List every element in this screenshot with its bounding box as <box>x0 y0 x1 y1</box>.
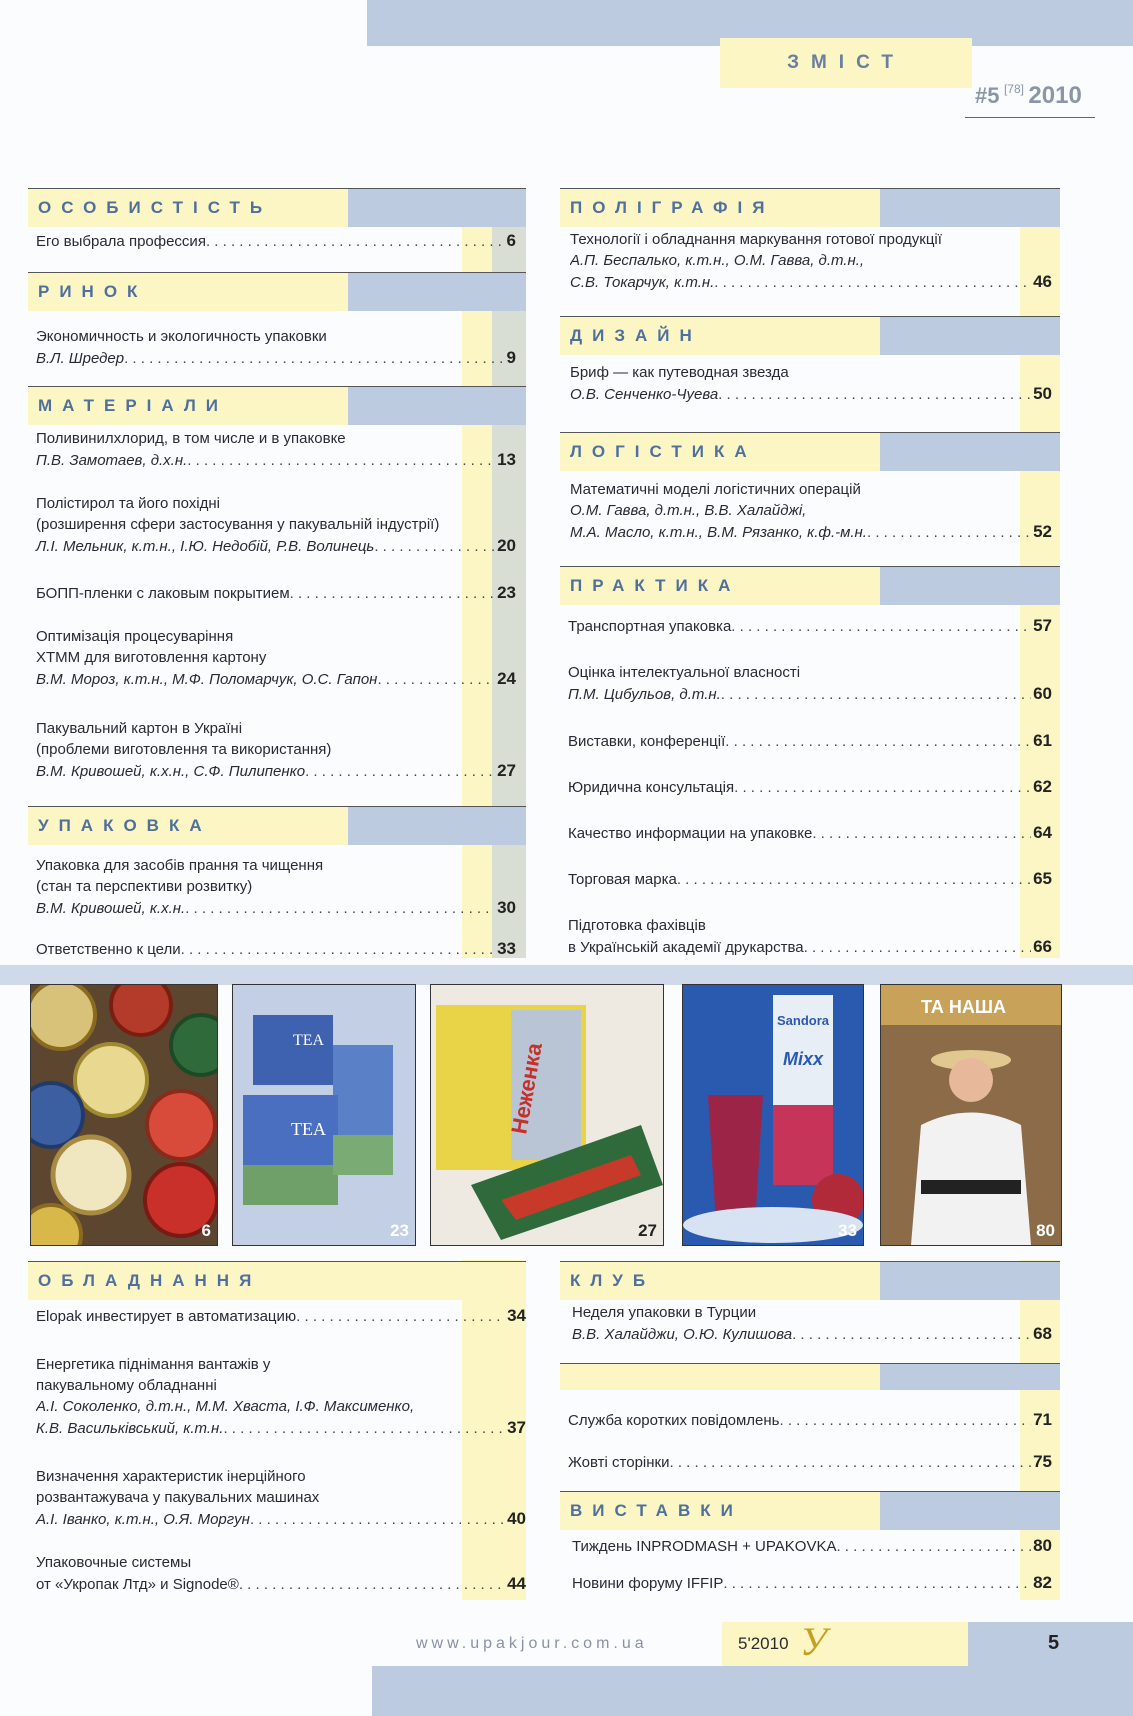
entry-title-cont: от «Укропак Лтд» и Signode® <box>36 1576 239 1593</box>
entry-title: Оцінка інтелектуальної власності <box>568 664 801 681</box>
issue-year: 2010 <box>1028 82 1082 109</box>
entry-title: Экономичность и экологичность упаковки <box>36 328 327 345</box>
page-number: 75 <box>1033 1452 1052 1471</box>
toc-entry[interactable] <box>36 428 516 471</box>
issue-number: #5 <box>975 83 1000 108</box>
toc-entry[interactable] <box>568 776 1052 798</box>
entry-title: БОПП-пленки с лаковым покрытием <box>36 585 290 602</box>
entry-author: А.І. Іванко, к.т.н., О.Я. Моргун <box>36 1511 250 1528</box>
toc-entry[interactable] <box>572 1302 1052 1345</box>
section-header-materialy <box>28 386 526 425</box>
juice-brand: Sandora <box>777 1013 830 1028</box>
section-title: КЛУБ <box>570 1271 656 1290</box>
toc-entry[interactable] <box>568 615 1052 637</box>
entry-author: В.В. Халайджи, О.Ю. Кулишова <box>572 1326 793 1343</box>
toc-entry[interactable] <box>36 855 516 919</box>
toc-entry[interactable] <box>36 1466 526 1530</box>
entry-subtitle: (розширення сфери застосування у пакувальній індустрії) <box>36 516 440 533</box>
toc-entry[interactable] <box>568 868 1052 890</box>
section-header-klub <box>560 1261 1060 1300</box>
entry-author: Л.І. Мельник, к.т.н., І.Ю. Недобій, Р.В. Волинець <box>36 538 375 555</box>
toc-entry[interactable] <box>570 362 1052 405</box>
toc-entry[interactable] <box>36 938 516 960</box>
section-title: ОСОБИСТІСТЬ <box>38 198 273 217</box>
section-title: РИНОК <box>38 282 148 301</box>
mid-band <box>0 965 1133 985</box>
page-number: 30 <box>497 898 516 917</box>
page-number: 82 <box>1033 1573 1052 1592</box>
page-number: 6 <box>506 231 516 250</box>
entry-title: Ответственно к цели <box>36 941 181 958</box>
toc-entry[interactable] <box>568 1451 1052 1473</box>
entry-title: Математичні моделі логістичних операцій <box>570 481 861 498</box>
entry-title: Енергетика піднімання вантажів у <box>36 1356 271 1373</box>
page-number: 68 <box>1033 1324 1052 1343</box>
toc-entry[interactable] <box>36 493 516 557</box>
toc-entry[interactable] <box>36 230 516 252</box>
footer-issue: 5'2010 <box>738 1634 789 1653</box>
section-title: ВИСТАВКИ <box>570 1501 743 1520</box>
photo-page-label: 6 <box>201 1221 211 1240</box>
section-header-osobystist <box>28 188 526 227</box>
toc-entry[interactable] <box>572 1535 1052 1557</box>
photo-juice <box>682 984 864 1246</box>
page-number: 46 <box>1033 272 1052 291</box>
photo-page-label: 33 <box>838 1221 857 1240</box>
entry-title: Технології і обладнання маркування готової продукції <box>570 231 942 248</box>
page-number: 50 <box>1033 384 1052 403</box>
issue-total: [78] <box>1003 82 1024 96</box>
entry-title: Качество информации на упаковке <box>568 825 813 842</box>
entry-title: Упаковочные системы <box>36 1554 192 1571</box>
toc-entry[interactable] <box>36 718 516 782</box>
photo-fish-pack <box>430 984 664 1246</box>
page-number: 44 <box>507 1574 526 1593</box>
section-header-news <box>560 1363 1060 1390</box>
entry-title: Поливинилхлорид, в том числе и в упаковке <box>36 430 346 447</box>
entry-title: Упаковка для засобів прання та чищення <box>36 857 324 874</box>
toc-entry[interactable] <box>36 1305 526 1327</box>
page-number: 24 <box>497 669 516 688</box>
footer-website[interactable]: www.upakjour.com.ua <box>416 1635 648 1652</box>
photo-tea <box>232 984 416 1246</box>
entry-title-cont: розвантажувача у пакувальних машинах <box>36 1489 320 1506</box>
section-title: ЛОГІСТИКА <box>570 442 757 461</box>
toc-entry[interactable] <box>568 662 1052 705</box>
section-header-rynok <box>28 272 526 311</box>
entry-title: Бриф — как путеводная звезда <box>570 364 789 381</box>
photo-jar-lids <box>30 984 218 1246</box>
section-header-upakovka <box>28 806 526 845</box>
section-title: ОБЛАДНАННЯ <box>38 1271 262 1290</box>
entry-title: Жовті сторінки <box>568 1454 670 1471</box>
entry-author: П.М. Цибульов, д.т.н. <box>568 686 721 703</box>
entry-title: Elopak инвестирует в автоматизацию <box>36 1308 297 1325</box>
entry-author: А.П. Беспалько, к.т.н., О.М. Гавва, д.т.н., <box>570 252 865 269</box>
section-header-logistyka <box>560 432 1060 471</box>
section-title: УПАКОВКА <box>38 816 212 835</box>
section-title: ПОЛІГРАФІЯ <box>570 198 775 217</box>
entry-title: Пакувальний картон в Україні <box>36 720 243 737</box>
entry-title: Его выбрала профессия <box>36 233 206 250</box>
page-number: 13 <box>497 450 516 469</box>
toc-entry[interactable] <box>568 822 1052 844</box>
toc-entry[interactable] <box>570 229 1052 293</box>
entry-title: Торговая марка <box>568 871 677 888</box>
photo-page-label: 27 <box>638 1221 657 1240</box>
page-number: 62 <box>1033 777 1052 796</box>
page-number: 61 <box>1033 731 1052 750</box>
jar-lids-illustration <box>31 985 217 1245</box>
section-title: МАТЕРІАЛИ <box>38 396 229 415</box>
page-number: 65 <box>1033 869 1052 888</box>
entry-author: О.М. Гавва, д.т.н., В.В. Халайджі, <box>570 502 807 519</box>
toc-entry[interactable] <box>36 1354 526 1439</box>
page-number: 52 <box>1033 522 1052 541</box>
entry-author: В.М. Мороз, к.т.н., М.Ф. Поломарчук, О.С. Гапон <box>36 671 378 688</box>
entry-title-cont: в Українській академії друкарства <box>568 939 804 956</box>
entry-subtitle: ХТММ для виготовлення картону <box>36 649 267 666</box>
logo-icon: У <box>800 1619 827 1664</box>
entry-title: Новини форуму IFFIP <box>572 1575 724 1592</box>
entry-subtitle: (стан та перспективи розвитку) <box>36 878 253 895</box>
toc-entry[interactable] <box>568 915 1052 958</box>
section-header-vystavky <box>560 1491 1060 1530</box>
man-illustration <box>881 985 1061 1245</box>
sign-text: ТА НАША <box>921 997 1006 1017</box>
section-header-dyzain <box>560 316 1060 355</box>
title-box <box>720 38 972 88</box>
header-divider <box>965 117 1095 118</box>
section-header-obladnannya <box>28 1261 526 1300</box>
page-number: 80 <box>1033 1536 1052 1555</box>
entry-author: В.М. Кривошей, к.х.н. <box>36 900 186 917</box>
tea-text: TEA <box>293 1032 325 1049</box>
tea-boxes-illustration <box>233 985 415 1245</box>
entry-author: П.В. Замотаев, д.х.н. <box>36 452 188 469</box>
entry-title-cont: пакувальному обладнанні <box>36 1377 217 1394</box>
photo-page-label: 80 <box>1036 1221 1055 1240</box>
photo-page-label: 23 <box>390 1221 409 1240</box>
entry-author: С.В. Токарчук, к.т.н. <box>570 274 715 291</box>
entry-title: Служба коротких повідомлень <box>568 1412 780 1429</box>
toc-entry[interactable] <box>570 479 1052 543</box>
tea-text: TEA <box>291 1119 326 1139</box>
entry-subtitle: (проблеми виготовлення та використання) <box>36 741 332 758</box>
toc-entry[interactable] <box>36 326 516 369</box>
toc-entry[interactable] <box>568 730 1052 752</box>
entry-author: К.В. Васильківський, к.т.н. <box>36 1420 224 1437</box>
entry-title: Визначення характеристик інерційного <box>36 1468 306 1485</box>
entry-author: А.І. Соколенко, д.т.н., М.М. Хваста, І.Ф. Максименко, <box>36 1398 415 1415</box>
entry-author: В.Л. Шредер <box>36 350 125 367</box>
section-title: ДИЗАЙН <box>570 326 702 345</box>
entry-title: Тиждень INPRODMASH + UPAKOVKA <box>572 1538 837 1555</box>
page-number: 40 <box>507 1509 526 1528</box>
page-number: 20 <box>497 536 516 555</box>
footer-page-number: 5 <box>1048 1632 1060 1654</box>
entry-title: Підготовка фахівців <box>568 917 706 934</box>
section-title: ПРАКТИКА <box>570 576 741 595</box>
page-number: 34 <box>507 1306 526 1325</box>
entry-title: Юридична консультація <box>568 779 735 796</box>
entry-author: М.А. Масло, к.т.н., В.М. Рязанко, к.ф.-м.н. <box>570 524 867 541</box>
page-number: 64 <box>1033 823 1052 842</box>
toc-entry[interactable] <box>568 1409 1052 1431</box>
issue-label <box>975 82 1082 110</box>
entry-title: Неделя упаковки в Турции <box>572 1304 757 1321</box>
page-number: 37 <box>507 1418 526 1437</box>
juice-illustration <box>683 985 863 1245</box>
toc-entry[interactable] <box>36 582 516 604</box>
page-number: 23 <box>497 583 516 602</box>
page-number: 9 <box>506 348 516 367</box>
section-header-praktyka <box>560 566 1060 605</box>
page-number: 71 <box>1033 1410 1052 1429</box>
fish-pack-illustration <box>431 985 663 1245</box>
entry-title: Полістирол та його похідні <box>36 495 220 512</box>
page-number: 27 <box>497 761 516 780</box>
entry-author: О.В. Сенченко-Чуева <box>570 386 719 403</box>
entry-title: Транспортная упаковка <box>568 618 732 635</box>
entry-title: Виставки, конференції <box>568 733 726 750</box>
page-number: 60 <box>1033 684 1052 703</box>
page-number: 57 <box>1033 616 1052 635</box>
page-number: 66 <box>1033 937 1052 956</box>
entry-title: Оптимізація процесуваріння <box>36 628 234 645</box>
toc-entry[interactable] <box>36 1552 526 1595</box>
toc-entry[interactable] <box>36 626 516 690</box>
toc-entry[interactable] <box>572 1572 1052 1594</box>
entry-author: В.М. Кривошей, к.х.н., С.Ф. Пилипенко <box>36 763 306 780</box>
page-title: ЗМІСТ <box>787 52 905 73</box>
page-number: 33 <box>497 939 516 958</box>
fish-brand: Неженка <box>506 1041 547 1136</box>
section-header-poligrafiya <box>560 188 1060 227</box>
photo-man <box>880 984 1062 1246</box>
juice-name: Mixx <box>783 1049 824 1069</box>
footer-band-bottom <box>372 1666 1133 1716</box>
